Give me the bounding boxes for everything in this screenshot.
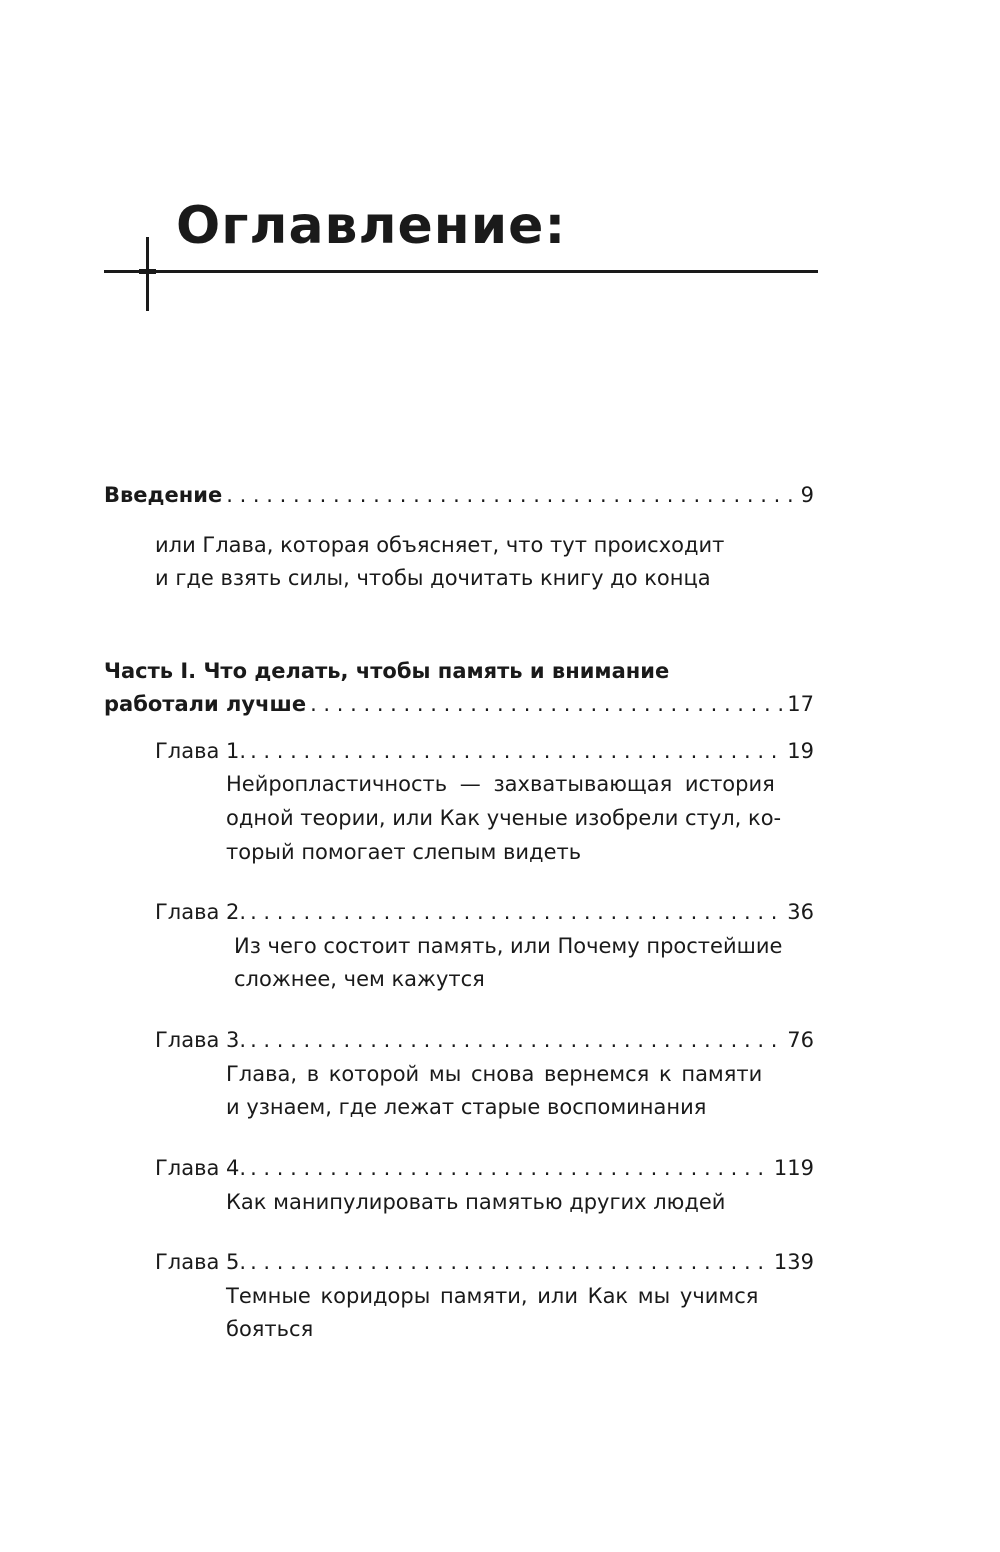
dot-leader [250,735,783,768]
toc-entry-title: Введение [104,483,223,507]
toc-entry-chapter-1[interactable] [155,735,814,768]
chapter-title-line: торый помогает слепым видеть [226,840,582,864]
part-title: Часть I. Что делать, чтобы память и внимание [104,659,670,683]
chapter-title-line: сложнее, чем кажутся [234,967,485,991]
page-number: 19 [787,739,814,763]
chapter-label: Глава 2. [155,900,247,924]
chapter-title-line: одной теории, или Как ученые изобрели стул, ко- [226,806,782,830]
toc-entry-subtitle: или Глава, которая объясняет, что тут происходит [155,533,725,557]
toc-entry-subtitle: и где взять силы, чтобы дочитать книгу до конца [155,566,711,590]
page-number: 17 [787,692,814,716]
dot-leader [250,896,783,929]
chapter-title-line: Как манипулировать памятью других людей [226,1190,726,1214]
toc-entry-chapter-3[interactable] [155,1024,814,1057]
heading-rule [104,270,818,273]
page-number: 9 [800,483,814,507]
dot-leader [250,1024,783,1057]
toc-entry-chapter-2[interactable] [155,896,814,929]
page-title: Оглавление: [176,196,567,256]
part-title-continued: работали лучше [104,692,307,716]
toc-entry-part1[interactable] [104,688,814,721]
dot-leader [250,1246,770,1279]
page-number: 119 [773,1156,814,1180]
toc-entry-intro[interactable] [104,479,814,512]
dot-leader [310,688,783,721]
chapter-label: Глава 3. [155,1028,247,1052]
chapter-label: Глава 5. [155,1250,247,1274]
toc-entry-chapter-5[interactable] [155,1246,814,1279]
page-number: 76 [787,1028,814,1052]
chapter-label: Глава 4. [155,1156,247,1180]
dot-leader [226,479,796,512]
crosshair-icon [139,263,156,280]
dot-leader [250,1152,770,1185]
chapter-label: Глава 1. [155,739,247,763]
chapter-title-line: Темные коридоры памяти, или Как мы учимся [226,1284,759,1308]
page-number: 139 [773,1250,814,1274]
chapter-title-line: Глава, в которой мы снова вернемся к памяти [226,1062,763,1086]
page-number: 36 [787,900,814,924]
chapter-title-line: Нейропластичность — захватывающая история [226,772,775,796]
chapter-title-line: и узнаем, где лежат старые воспоминания [226,1095,707,1119]
chapter-title-line: бояться [226,1317,314,1341]
toc-entry-chapter-4[interactable] [155,1152,814,1185]
chapter-title-line: Из чего состоит память, или Почему простейшие [234,934,783,958]
